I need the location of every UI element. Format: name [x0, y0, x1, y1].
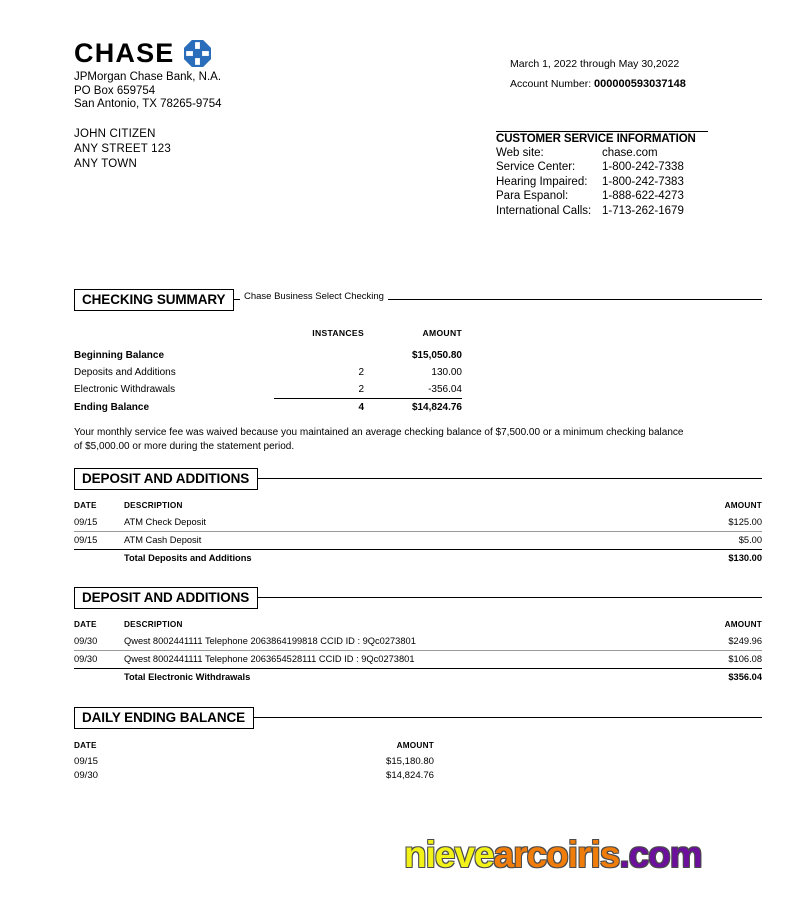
- chase-logo-block: [74, 40, 222, 112]
- checking-summary-section: [74, 289, 762, 416]
- summary-row-amount: 130.00: [431, 367, 462, 378]
- withdrawals-section: [74, 587, 762, 686]
- withdrawal-row-description: Qwest 8002441111 Telephone 2063864199818 CCID ID : 9Qc0273801: [124, 636, 416, 646]
- csi-value: 1-713-262-1679: [602, 204, 684, 217]
- customer-street: ANY STREET 123: [74, 143, 171, 155]
- deb-row-date: 09/30: [74, 770, 99, 781]
- withdrawals-thead: [74, 620, 762, 633]
- deb-thead: [74, 741, 434, 755]
- deposit-row-amount: $125.00: [728, 517, 762, 527]
- withdrawals-total-label: Total Electronic Withdrawals: [124, 669, 684, 687]
- checking-summary-tbody: [74, 347, 462, 416]
- withdrawals-total-amount: $356.04: [684, 669, 762, 687]
- deposit-row-description: ATM Cash Deposit: [124, 532, 684, 550]
- deposits-total-spacer: [74, 550, 124, 568]
- summary-row-ending-balance: [74, 399, 462, 417]
- withdrawals-total-spacer: [74, 669, 124, 687]
- deb-amount-header: AMOUNT: [396, 741, 434, 750]
- withdrawals-table: [74, 620, 762, 686]
- statement-period: March 1, 2022 through May 30,2022: [510, 58, 680, 70]
- deposits-table: [74, 501, 762, 567]
- deb-row-date: 09/15: [74, 756, 99, 767]
- summary-row-instances: 2: [358, 367, 364, 378]
- customer-city: ANY TOWN: [74, 158, 137, 170]
- table-row: [74, 633, 762, 651]
- deposits-thead: [74, 501, 762, 514]
- csi-row: [496, 175, 708, 189]
- summary-blank-header: [74, 325, 274, 347]
- logo-row: [74, 40, 222, 67]
- bank-po-box: PO Box 659754: [74, 84, 156, 97]
- deb-row-amount: $14,824.76: [385, 770, 434, 781]
- customer-name: JOHN CITIZEN: [74, 128, 156, 140]
- csi-row: [496, 146, 708, 160]
- checking-summary-subtitle: Chase Business Select Checking: [240, 291, 388, 302]
- account-number-row: [510, 74, 686, 94]
- customer-address-block: [74, 127, 171, 172]
- deposit-row-description: ATM Check Deposit: [124, 517, 206, 527]
- csi-value: 1-800-242-7383: [602, 175, 684, 188]
- csi-value: 1-800-242-7338: [602, 161, 684, 174]
- withdrawals-section-header: [74, 587, 762, 609]
- service-fee-note: Your monthly service fee was waived because you maintained an average checking balance of $7,500.00 or a minimum checking balance of $5,000.00 or more during the statement period.: [74, 427, 684, 452]
- csi-value: 1-888-622-4273: [602, 190, 684, 203]
- daily-ending-balance-header: [74, 707, 762, 729]
- deposits-section-title: DEPOSIT AND ADDITIONS: [74, 468, 258, 490]
- deb-tbody: [74, 755, 434, 783]
- deposits-total-label: Total Deposits and Additions: [124, 550, 684, 568]
- summary-row-deposits: [74, 364, 462, 381]
- deposits-total-row: [74, 550, 762, 568]
- bank-name: JPMorgan Chase Bank, N.A.: [74, 71, 222, 83]
- site-watermark: [404, 836, 702, 873]
- table-row: [74, 532, 762, 550]
- bank-city-state-zip: San Antonio, TX 78265-9754: [74, 98, 222, 110]
- deb-row-amount: $15,180.80: [385, 756, 434, 767]
- daily-ending-balance-table: [74, 741, 434, 783]
- summary-row-instances: 4: [274, 399, 364, 417]
- withdrawals-tbody: [74, 633, 762, 686]
- withdrawal-row-description: Qwest 8002441111 Telephone 2063654528111 CCID ID : 9Qc0273801: [124, 651, 684, 669]
- summary-row-instances: 2: [358, 384, 364, 395]
- deposits-description-header: DESCRIPTION: [124, 501, 183, 510]
- chase-octagon-logo-icon: [184, 40, 211, 67]
- summary-instances-header: INSTANCES: [312, 328, 364, 338]
- daily-ending-balance-title: DAILY ENDING BALANCE: [74, 707, 254, 729]
- withdrawals-date-header: DATE: [74, 620, 97, 629]
- table-row: [74, 769, 434, 783]
- withdrawals-description-header: DESCRIPTION: [124, 620, 183, 629]
- csi-label: Hearing Impaired:: [496, 175, 588, 188]
- customer-service-information: [496, 131, 708, 218]
- watermark-part-2: arcoiris: [493, 834, 620, 875]
- withdrawals-header-row: [74, 620, 762, 633]
- checking-summary-header-row: [74, 325, 462, 347]
- summary-row-label: Ending Balance: [74, 401, 150, 413]
- table-row: [74, 755, 434, 769]
- deposits-date-header: DATE: [74, 501, 97, 510]
- csi-label: International Calls:: [496, 204, 592, 217]
- summary-amount-header: AMOUNT: [422, 328, 462, 338]
- table-row: [74, 651, 762, 669]
- csi-table-body: [496, 146, 708, 218]
- deposits-section: [74, 468, 762, 567]
- csi-label: Para Espanol:: [496, 190, 569, 203]
- deposit-row-date: 09/15: [74, 517, 98, 527]
- csi-title: CUSTOMER SERVICE INFORMATION: [496, 133, 696, 145]
- summary-row-beginning-balance: [74, 347, 462, 364]
- deposits-header-row: [74, 501, 762, 514]
- deposits-tbody: [74, 514, 762, 567]
- account-number-value: 000000593037148: [594, 78, 686, 90]
- daily-ending-balance-section: [74, 707, 762, 783]
- chase-wordmark: CHASE: [74, 38, 175, 68]
- csi-row: [496, 160, 708, 174]
- deposits-section-header: [74, 468, 762, 490]
- summary-row-label: Electronic Withdrawals: [74, 384, 176, 396]
- summary-row-amount: $15,050.80: [411, 350, 462, 361]
- withdrawals-total-row: [74, 669, 762, 687]
- summary-row-withdrawals: [74, 381, 462, 399]
- checking-summary-title: CHECKING SUMMARY: [74, 289, 234, 311]
- withdrawal-row-amount: $106.08: [684, 651, 762, 669]
- withdrawal-row-amount: $249.96: [728, 636, 762, 646]
- checking-summary-thead: [74, 325, 462, 347]
- deb-date-header: DATE: [74, 741, 97, 750]
- deb-header-row: [74, 741, 434, 755]
- withdrawals-section-title: DEPOSIT AND ADDITIONS: [74, 587, 258, 609]
- deposit-row-date: 09/15: [74, 532, 124, 550]
- summary-row-instances: [274, 347, 364, 364]
- csi-table: [496, 146, 708, 218]
- csi-value: chase.com: [602, 147, 658, 159]
- statement-meta: [510, 54, 686, 94]
- watermark-part-3: .com: [619, 834, 702, 875]
- csi-row: [496, 189, 708, 203]
- checking-summary-header: [74, 289, 762, 311]
- watermark-part-1: nieve: [404, 834, 494, 875]
- deposit-row-amount: $5.00: [684, 532, 762, 550]
- summary-row-label: Deposits and Additions: [74, 367, 176, 378]
- withdrawal-row-date: 09/30: [74, 651, 124, 669]
- summary-row-amount: $14,824.76: [364, 399, 462, 417]
- csi-label: Service Center:: [496, 161, 576, 174]
- account-number-label: Account Number:: [510, 78, 592, 90]
- csi-label: Web site:: [496, 147, 544, 159]
- summary-row-label: Beginning Balance: [74, 350, 165, 361]
- withdrawal-row-date: 09/30: [74, 636, 98, 646]
- bank-address: [74, 71, 222, 112]
- summary-row-amount: -356.04: [428, 384, 462, 395]
- deposits-amount-header: AMOUNT: [724, 501, 762, 510]
- table-row: [74, 514, 762, 532]
- csi-row: [496, 204, 708, 218]
- withdrawals-amount-header: AMOUNT: [724, 620, 762, 629]
- deposits-total-amount: $130.00: [684, 550, 762, 568]
- checking-summary-table: [74, 325, 462, 416]
